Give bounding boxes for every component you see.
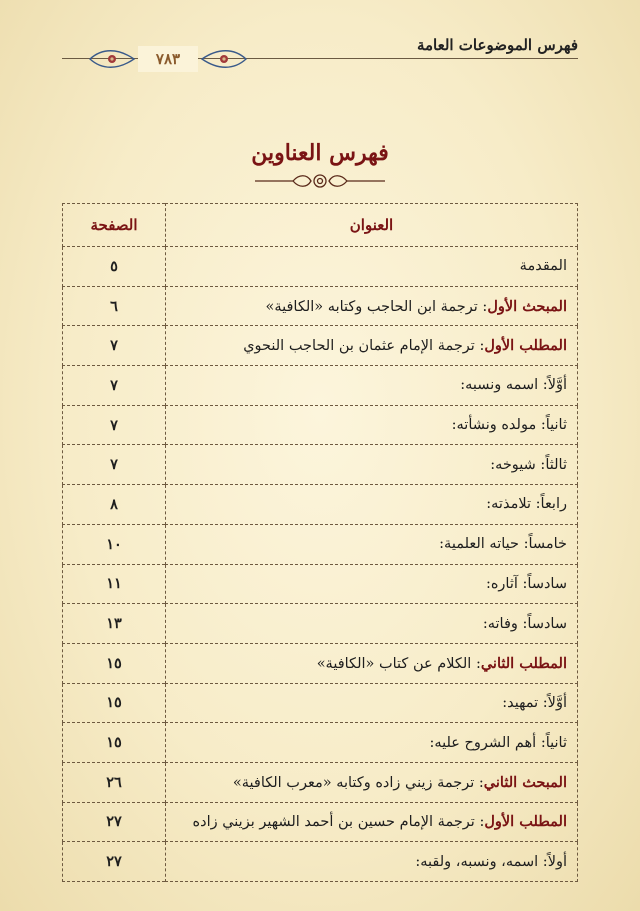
entry-page-number: ٧ [63,405,166,445]
table-row [63,723,578,763]
entry-text: : ترجمة الإمام عثمان بن الحاجب النحوي [243,338,485,355]
entry-title [166,485,578,525]
entry-text: : ترجمة ابن الحاجب وكتابه «الكافية» [265,298,488,315]
entry-page-number: ١٥ [63,723,166,763]
entry-title [166,762,578,802]
entry-page-number: ٢٧ [63,802,166,842]
entry-title [166,564,578,604]
entry-title [166,405,578,445]
table-header-row [63,204,578,247]
entry-page-number: ٦ [63,286,166,326]
entry-title [166,683,578,723]
entry-text: ثانياً: أهم الشروح عليه: [429,734,567,751]
entry-text: خامساً: حياته العلمية: [439,536,567,553]
table-row [63,564,578,604]
entry-title [166,366,578,406]
entry-text: ثانياً: مولده ونشأته: [451,417,567,434]
entry-text: : ترجمة الإمام حسين بن أحمد الشهير بزيني زاده [192,814,485,831]
entry-page-number: ٧ [63,326,166,366]
entry-section-label: المبحث الثاني [483,773,567,791]
table-row [63,524,578,564]
entry-text: ثالثاً: شيوخه: [490,456,567,473]
entry-text: : ترجمة زيني زاده وكتابه «معرب الكافية» [232,774,484,791]
entry-title [166,286,578,326]
entry-title [166,445,578,485]
column-header-page: الصفحة [63,204,166,247]
table-row [63,604,578,644]
entry-text: أولاً: اسمه، ونسبه، ولقبه: [415,853,567,870]
table-row [63,842,578,882]
entry-page-number: ٨ [63,485,166,525]
entry-text: : الكلام عن كتاب «الكافية» [316,655,481,672]
table-row [63,485,578,525]
title-divider-ornament-icon [255,172,385,190]
entry-page-number: ١٥ [63,643,166,683]
entry-title [166,247,578,287]
entry-title [166,604,578,644]
entry-title [166,524,578,564]
index-table-body [63,247,578,882]
entry-title [166,802,578,842]
entry-page-number: ٢٦ [63,762,166,802]
entry-section-label: المطلب الأول [484,813,567,831]
table-row [63,326,578,366]
entry-page-number: ٢٧ [63,842,166,882]
entry-page-number: ٧ [63,445,166,485]
index-title: فهرس العناوين [251,140,389,166]
index-table [62,203,578,882]
entry-page-number: ١٠ [63,524,166,564]
entry-title [166,643,578,683]
entry-page-number: ١٣ [63,604,166,644]
page-number: ٧٨٣ [138,46,198,72]
entry-title [166,326,578,366]
entry-section-label: المطلب الأول [484,337,567,355]
entry-page-number: ٥ [63,247,166,287]
entry-text: المقدمة [519,258,567,275]
entry-text: سادساً: وفاته: [482,615,567,632]
table-row [63,683,578,723]
table-row [63,366,578,406]
table-row [63,286,578,326]
entry-title [166,723,578,763]
entry-text: أوَّلاً: تمهيد: [502,694,567,711]
entry-text: أوَّلاً: اسمه ونسبه: [460,377,567,394]
table-row [63,445,578,485]
entry-section-label: المبحث الأول [487,297,567,315]
entry-text: رابعاً: تلامذته: [486,496,567,513]
table-row [63,643,578,683]
column-header-title: العنوان [166,204,578,247]
entry-text: سادساً: آثاره: [485,575,567,592]
entry-page-number: ١١ [63,564,166,604]
header-title: فهرس الموضوعات العامة [416,36,578,54]
entry-title [166,842,578,882]
table-row [63,762,578,802]
entry-page-number: ١٥ [63,683,166,723]
table-row [63,405,578,445]
table-row [63,802,578,842]
entry-section-label: المطلب الثاني [480,654,567,672]
entry-page-number: ٧ [63,366,166,406]
table-row [63,247,578,287]
